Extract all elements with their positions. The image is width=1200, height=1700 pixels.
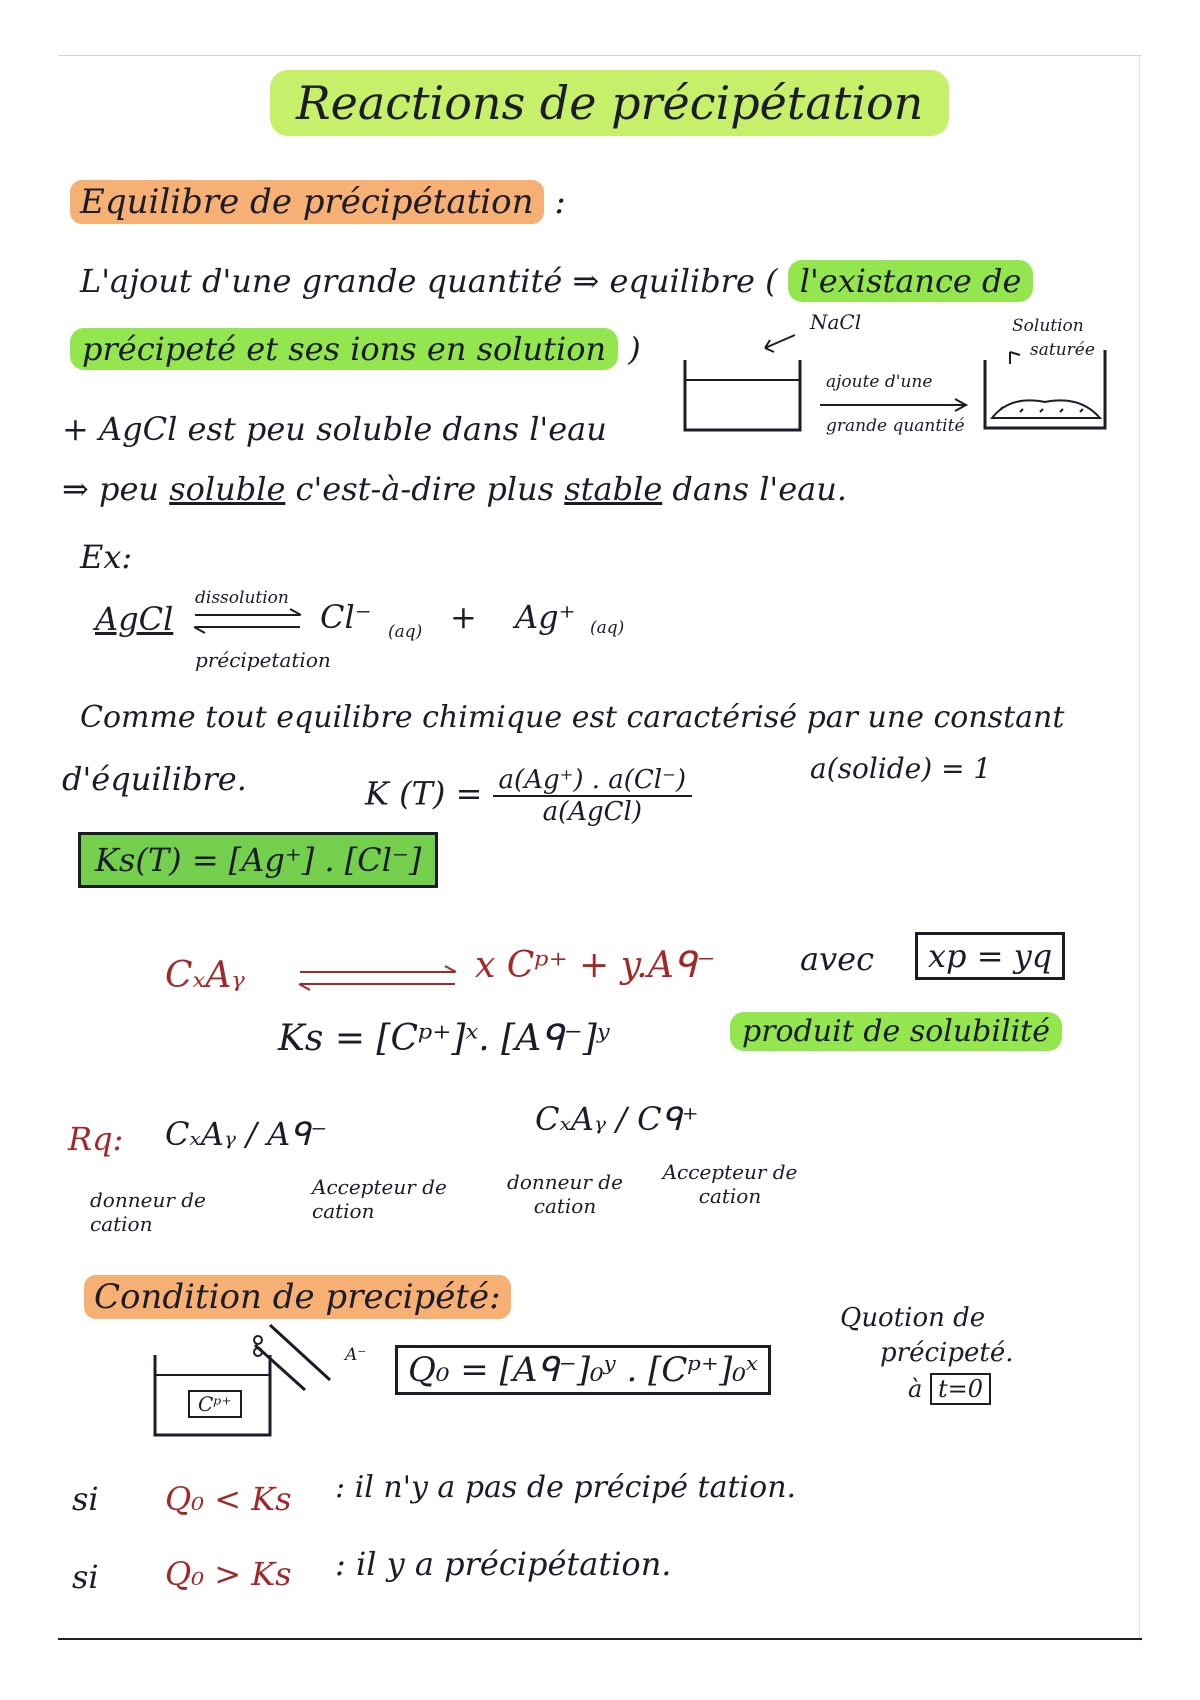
underlined-soluble: soluble: [169, 470, 286, 508]
plus-sign: +: [450, 598, 477, 636]
section-heading-colon: :: [554, 182, 566, 222]
beaker-cation-label: Cᵖ⁺: [188, 1390, 242, 1418]
line-equilibre: d'équilibre.: [62, 760, 247, 798]
avec-label: avec: [800, 940, 875, 978]
implies-arrow-2: ⇒: [62, 470, 89, 508]
quotient-note-1: Quotion de: [840, 1303, 986, 1333]
arrow-dissolution-label: dissolution: [195, 588, 289, 608]
bullet: +: [62, 410, 89, 448]
highlight-precipete: précipeté et ses ions en solution: [70, 328, 618, 370]
beaker-anion-label: A⁻: [345, 1345, 367, 1365]
quotient-note-a: à: [908, 1375, 923, 1403]
k-numerator: a(Ag⁺) . a(Cl⁻): [493, 765, 692, 797]
example-label: Ex:: [80, 538, 133, 576]
a-solide: a(solide) = 1: [810, 752, 992, 785]
line-dans-leau: dans l'eau.: [672, 470, 848, 508]
c1-donneur: donneur de cation: [90, 1188, 206, 1236]
nacl-label: NaCl: [810, 310, 862, 334]
arrow-label-top: ajoute d'une: [826, 372, 933, 392]
k-lhs: K (T) =: [365, 774, 483, 813]
result-1: : il n'y a pas de précipé tation.: [335, 1470, 797, 1505]
line-comme-tout: Comme tout equilibre chimique est caractérisé par une constant: [80, 700, 1065, 735]
product-cl: Cl⁻: [320, 598, 372, 636]
rq-label: Rq:: [68, 1120, 124, 1158]
solution-label-bottom: saturée: [1030, 340, 1095, 360]
c1-accepteur: Accepteur de cation: [312, 1175, 447, 1223]
si-1: si: [72, 1480, 99, 1518]
reactant-agcl: AgCl: [95, 600, 174, 638]
result-2: : il y a précipétation.: [335, 1545, 672, 1583]
quotient-note-3: [908, 1375, 991, 1403]
product-ag-state: (aq): [590, 618, 625, 638]
ks-general: Ks = [Cᵖ⁺]ˣ. [Aᑫ⁻]ʸ: [278, 1018, 610, 1059]
condition-1: Q₀ < Ks: [165, 1480, 292, 1518]
couple-2: CₓAᵧ / Cᑫ⁺: [535, 1100, 699, 1138]
general-products: x Cᵖ⁺ + y.Aᑫ⁻: [475, 945, 716, 986]
line-cest-a-dire: c'est-à-dire plus: [295, 470, 555, 508]
line-ajout-text: L'ajout d'une grande quantité: [80, 262, 563, 300]
implies-arrow: ⇒: [572, 262, 600, 300]
highlight-existance: l'existance de: [788, 260, 1034, 302]
produit-solubilite: produit de solubilité: [730, 1012, 1062, 1051]
condition-2: Q₀ > Ks: [165, 1555, 292, 1593]
solution-label-top: Solution: [1012, 316, 1084, 336]
condition-heading: Condition de precipété:: [84, 1275, 511, 1319]
line-equilibre-text: equilibre (: [609, 262, 778, 300]
arrow-label-bottom: grande quantité: [826, 416, 965, 436]
c2-donneur: donneur de cation: [507, 1170, 623, 1218]
couple-1: CₓAᵧ / Aᑫ⁻: [165, 1115, 328, 1153]
quotient-note-2: précipeté.: [880, 1338, 1014, 1368]
section-heading-text: Equilibre de précipétation: [70, 180, 544, 224]
product-ag: Ag⁺: [515, 598, 576, 636]
general-cxay: CₓAᵧ: [165, 955, 245, 996]
quotient-note-t0: t=0: [930, 1373, 991, 1405]
product-cl-state: (aq): [388, 622, 423, 642]
arrow-precipetation-label: précipetation: [195, 648, 331, 672]
page-title: Reactions de précipétation: [270, 70, 949, 136]
c2-accepteur: Accepteur de cation: [662, 1160, 798, 1208]
relation-box: xp = yq: [915, 932, 1065, 980]
line-peu: peu: [98, 470, 160, 508]
line-agcl-text: AgCl est peu soluble dans l'eau: [98, 410, 607, 448]
quotient-box: Q₀ = [Aᑫ⁻]₀ʸ . [Cᵖ⁺]₀ˣ: [395, 1345, 771, 1395]
ks-box: Ks(T) = [Ag⁺] . [Cl⁻]: [78, 832, 438, 888]
k-denominator: a(AgCl): [542, 797, 642, 827]
underlined-stable: stable: [564, 470, 663, 508]
si-2: si: [72, 1558, 99, 1596]
paren-close: ): [628, 330, 641, 368]
